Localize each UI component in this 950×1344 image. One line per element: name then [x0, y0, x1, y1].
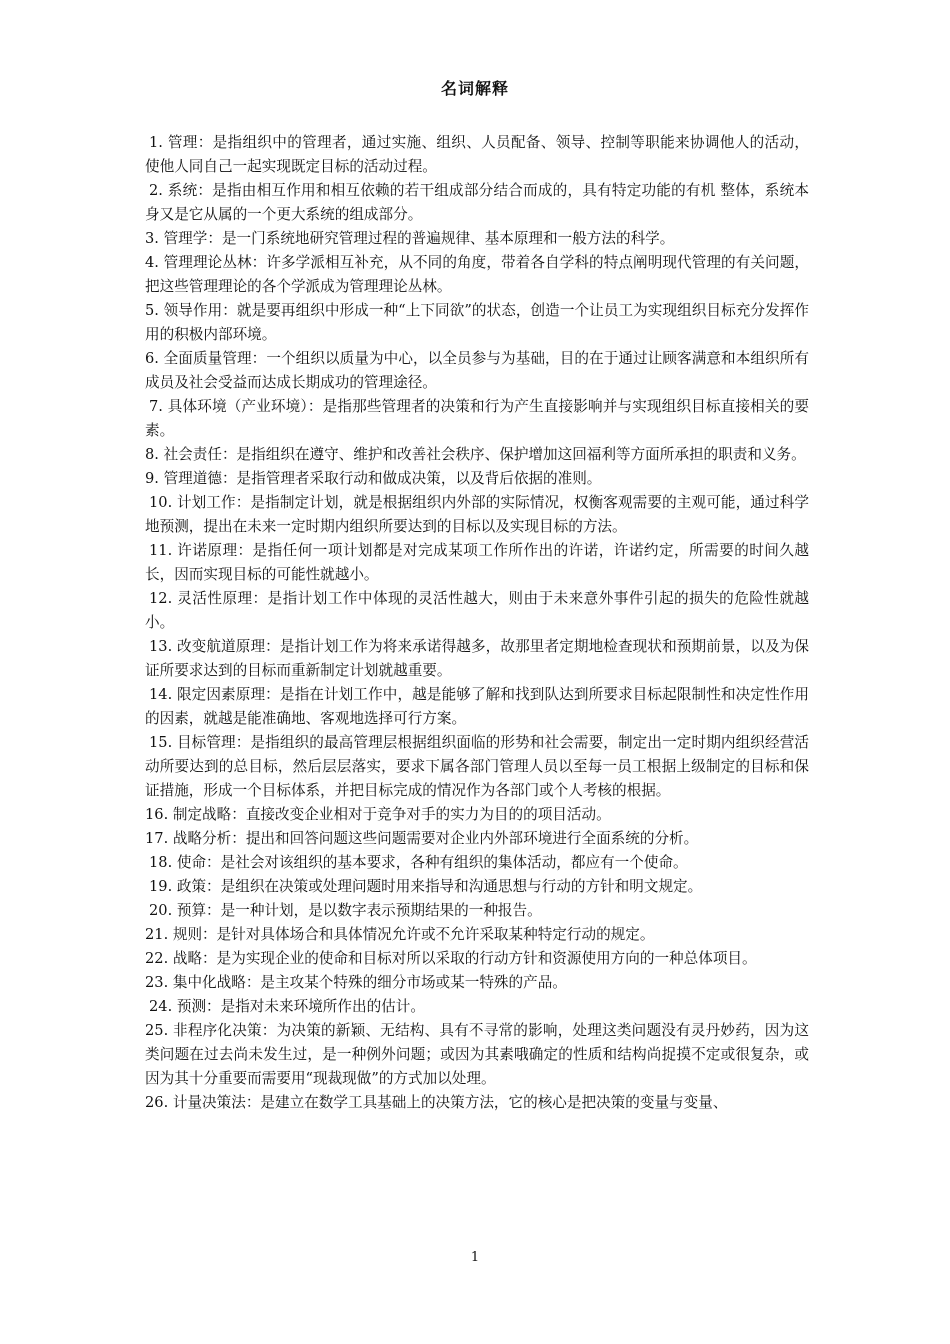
definition-entry: 11. 许诺原理：是指任何一项计划都是对完成某项工作所作出的许诺，许诺约定，所需要的时间久越长，因而实现目标的可能性就越小。: [145, 542, 809, 583]
definition-entry: 12. 灵活性原理：是指计划工作中体现的灵活性越大，则由于未来意外事件引起的损失的危险性就越小。: [145, 590, 809, 631]
definition-entry: 3. 管理学：是一门系统地研究管理过程的普遍规律、基本原理和一般方法的科学。: [145, 230, 675, 247]
definition-entry: 9. 管理道德：是指管理者采取行动和做成决策，以及背后依据的准则。: [145, 470, 602, 487]
definition-entry: 14. 限定因素原理：是指在计划工作中，越是能够了解和找到队达到所要求目标起限制性和决定性作用的因素，就越是能准确地、客观地选择可行方案。: [145, 686, 809, 727]
definition-entry: 8. 社会责任：是指组织在遵守、维护和改善社会秩序、保护增加这回福利等方面所承担的职责和义务。: [145, 446, 806, 463]
page-number: 1: [470, 1250, 480, 1265]
definition-entry: 17. 战略分析：提出和回答问题这些问题需要对企业内外部环境进行全面系统的分析。: [145, 830, 699, 847]
definition-entry: 26. 计量决策法：是建立在数学工具基础上的决策方法，它的核心是把决策的变量与变量、: [145, 1094, 728, 1111]
definition-entry: 5. 领导作用：就是要再组织中形成一种“上下同欲”的状态，创造一个让员工为实现组织目标充分发挥作用的积极内部环境。: [145, 302, 809, 343]
definition-entry: 2. 系统：是指由相互作用和相互依赖的若干组成部分结合而成的，具有特定功能的有机 整体，系统本身又是它从属的一个更大系统的组成部分。: [145, 182, 809, 223]
definition-entry: 10. 计划工作：是指制定计划，就是根据组织内外部的实际情况，权衡客观需要的主观可能，通过科学地预测，提出在未来一定时期内组织所要达到的目标以及实现目标的方法。: [145, 494, 809, 535]
definition-entry: 7. 具体环境（产业环境）：是指那些管理者的决策和行为产生直接影响并与实现组织目标直接相关的要素。: [145, 398, 809, 439]
definition-entry: 15. 目标管理：是指组织的最高管理层根据组织面临的形势和社会需要，制定出一定时期内组织经营活动所要达到的总目标，然后层层落实，要求下属各部门管理人员以至每一员工根据上级制定的目标和保证措施，形成一个目标体系，并把目标完成的情况作为各部门或个人考核的根据。: [145, 734, 809, 799]
definition-entry: 20. 预算：是一种计划，是以数字表示预期结果的一种报告。: [149, 902, 542, 919]
page-title: 名词解释: [440, 79, 509, 98]
document-body: [145, 131, 809, 1115]
definition-entry: 4. 管理理论丛林：许多学派相互补充，从不同的角度，带着各自学科的特点阐明现代管理的有关问题，把这些管理理论的各个学派成为管理理论丛林。: [145, 254, 809, 295]
definition-entry: 13. 改变航道原理：是指计划工作为将来承诺得越多，故那里者定期地检查现状和预期前景，以及为保证所要求达到的目标而重新制定计划就越重要。: [145, 638, 809, 679]
definition-entry: 21. 规则：是针对具体场合和具体情况允许或不允许采取某种特定行动的规定。: [145, 926, 655, 943]
definition-entry: 16. 制定战略：直接改变企业相对于竞争对手的实力为目的的项目活动。: [145, 806, 611, 823]
definition-entry: 1. 管理：是指组织中的管理者，通过实施、组织、人员配备、领导、控制等职能来协调他人的活动，使他人同自己一起实现既定目标的活动过程。: [145, 134, 809, 175]
definition-entry: 6. 全面质量管理：一个组织以质量为中心，以全员参与为基础，目的在于通过让顾客满意和本组织所有成员及社会受益而达成长期成功的管理途径。: [145, 350, 809, 391]
definition-entry: 22. 战略：是为实现企业的使命和目标对所以采取的行动方针和资源使用方向的一种总体项目。: [145, 950, 757, 967]
definition-entry: 19. 政策：是组织在决策或处理问题时用来指导和沟通思想与行动的方针和明文规定。: [149, 878, 703, 895]
definition-entry: 24. 预测：是指对未来环境所作出的估计。: [149, 998, 425, 1015]
definition-entry: 18. 使命：是社会对该组织的基本要求，各种有组织的集体活动，都应有一个使命。: [149, 854, 688, 871]
definition-entry: 25. 非程序化决策：为决策的新颖、无结构、具有不寻常的影响，处理这类问题没有灵丹妙药，因为这类问题在过去尚未发生过，是一种例外问题；或因为其素哦确定的性质和结构尚捉摸不定或很复杂，或因为其十分重要而需要用“现裁现做”的方式加以处理。: [145, 1022, 809, 1087]
definition-entry: 23. 集中化战略：是主攻某个特殊的细分市场或某一特殊的产品。: [145, 974, 567, 991]
